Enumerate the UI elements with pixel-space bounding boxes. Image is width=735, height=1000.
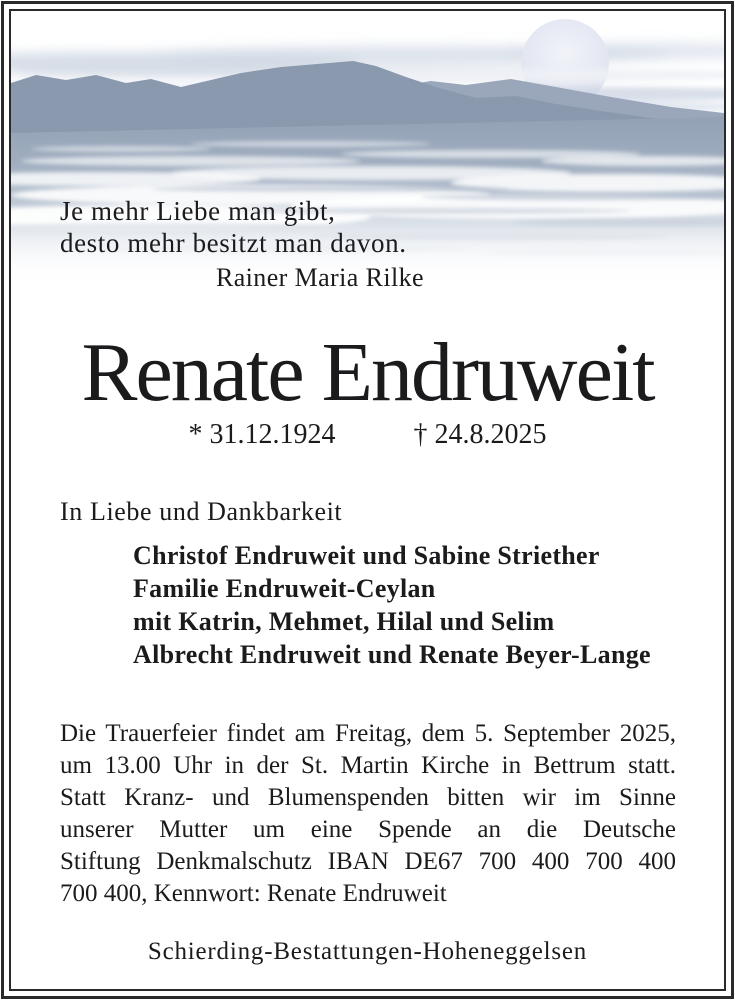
mourner-line: Familie Endruweit-Ceylan bbox=[133, 574, 436, 603]
announcement-line: Statt Kranz- und Blumenspenden bitten wir im Sinne bbox=[60, 784, 676, 811]
quote-attribution: Rainer Maria Rilke bbox=[216, 263, 424, 292]
death-date: † 24.8.2025 bbox=[413, 419, 547, 450]
birth-date: * 31.12.1924 bbox=[188, 419, 336, 450]
quote-line-1: Je mehr Liebe man gibt, bbox=[60, 196, 336, 226]
announcement-line: 700 400, Kennwort: Renate Endruweit bbox=[60, 880, 447, 907]
mourner-line: mit Katrin, Mehmet, Hilal und Selim bbox=[133, 607, 555, 636]
memorial-landscape-image bbox=[11, 11, 724, 296]
mourners-list bbox=[133, 539, 651, 671]
deceased-name: Renate Endruweit bbox=[81, 326, 654, 419]
salutation: In Liebe und Dankbarkeit bbox=[60, 497, 343, 526]
announcement-line: Stiftung Denkmalschutz IBAN DE67 700 400 700 400 bbox=[60, 848, 676, 875]
funeral-home-name: Schierding-Bestattungen-Hoheneggelsen bbox=[147, 938, 588, 965]
announcement-line: unserer Mutter um eine Spende an die Deutsche bbox=[60, 816, 676, 843]
funeral-announcement bbox=[60, 718, 676, 910]
announcement-line: um 13.00 Uhr in der St. Martin Kirche in Bettrum statt. bbox=[60, 752, 676, 779]
mourner-line: Albrecht Endruweit und Renate Beyer-Lange bbox=[133, 640, 651, 669]
mourner-line: Christof Endruweit und Sabine Striether bbox=[133, 541, 600, 570]
announcement-line: Die Trauerfeier findet am Freitag, dem 5. September 2025, bbox=[60, 720, 676, 747]
memorial-quote bbox=[60, 195, 560, 293]
quote-line-2: desto mehr besitzt man davon. bbox=[60, 228, 407, 258]
life-dates bbox=[0, 419, 735, 451]
